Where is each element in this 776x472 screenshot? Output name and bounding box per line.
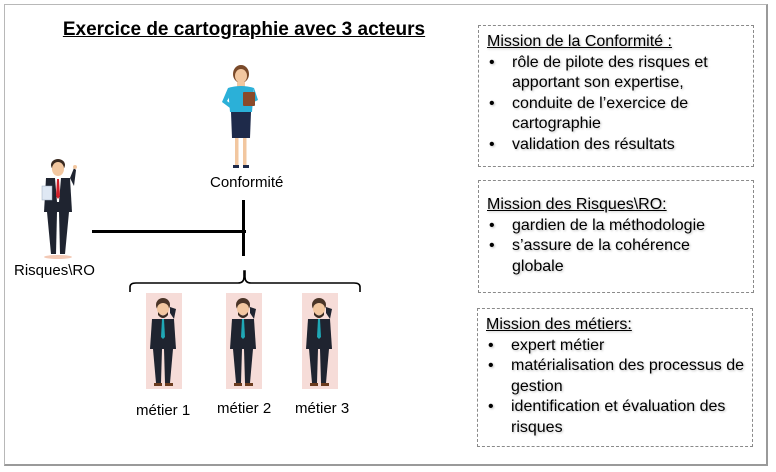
metier-3-icon [302, 293, 338, 389]
metier-2-icon [226, 293, 262, 389]
mission-conformite-heading: Mission de la Conformité : [487, 33, 672, 50]
risques-to-conformite-connector [92, 230, 246, 233]
metiers-bracket [128, 268, 362, 294]
list-item: • matérialisation des processus de gestion [486, 356, 744, 397]
mission-metiers-heading: Mission des métiers: [486, 316, 632, 333]
mission-risques-list [487, 216, 745, 278]
metier-1-icon [146, 293, 182, 389]
list-item: • expert métier [486, 336, 744, 357]
mission-metiers-box [477, 308, 753, 447]
page-title: Exercice de cartographie avec 3 acteurs [62, 19, 426, 40]
businesswoman-icon [216, 60, 266, 172]
businessman-icon [38, 156, 78, 260]
list-item: • gardien de la méthodologie [487, 216, 745, 237]
conformite-vertical-connector [242, 200, 245, 256]
mission-risques-heading: Mission des Risques\RO: [487, 196, 667, 213]
mission-metiers-list [486, 336, 744, 439]
mission-risques-box [478, 180, 754, 293]
risques-label: Risques\RO [14, 262, 95, 279]
list-item: • rôle de pilote des risques et apportant son expertise, [487, 53, 745, 94]
metier-1-label: métier 1 [136, 402, 191, 419]
metier-2-label: métier 2 [217, 400, 272, 417]
list-item: • validation des résultats [487, 135, 745, 156]
list-item: • conduite de l’exercice de cartographie [487, 94, 745, 135]
list-item: • identification et évaluation des risques [486, 397, 744, 438]
mission-conformite-box [478, 25, 754, 167]
conformite-label: Conformité [210, 174, 284, 191]
metier-3-label: métier 3 [295, 400, 350, 417]
list-item: • s’assure de la cohérence globale [487, 236, 745, 277]
mission-conformite-list [487, 53, 745, 156]
